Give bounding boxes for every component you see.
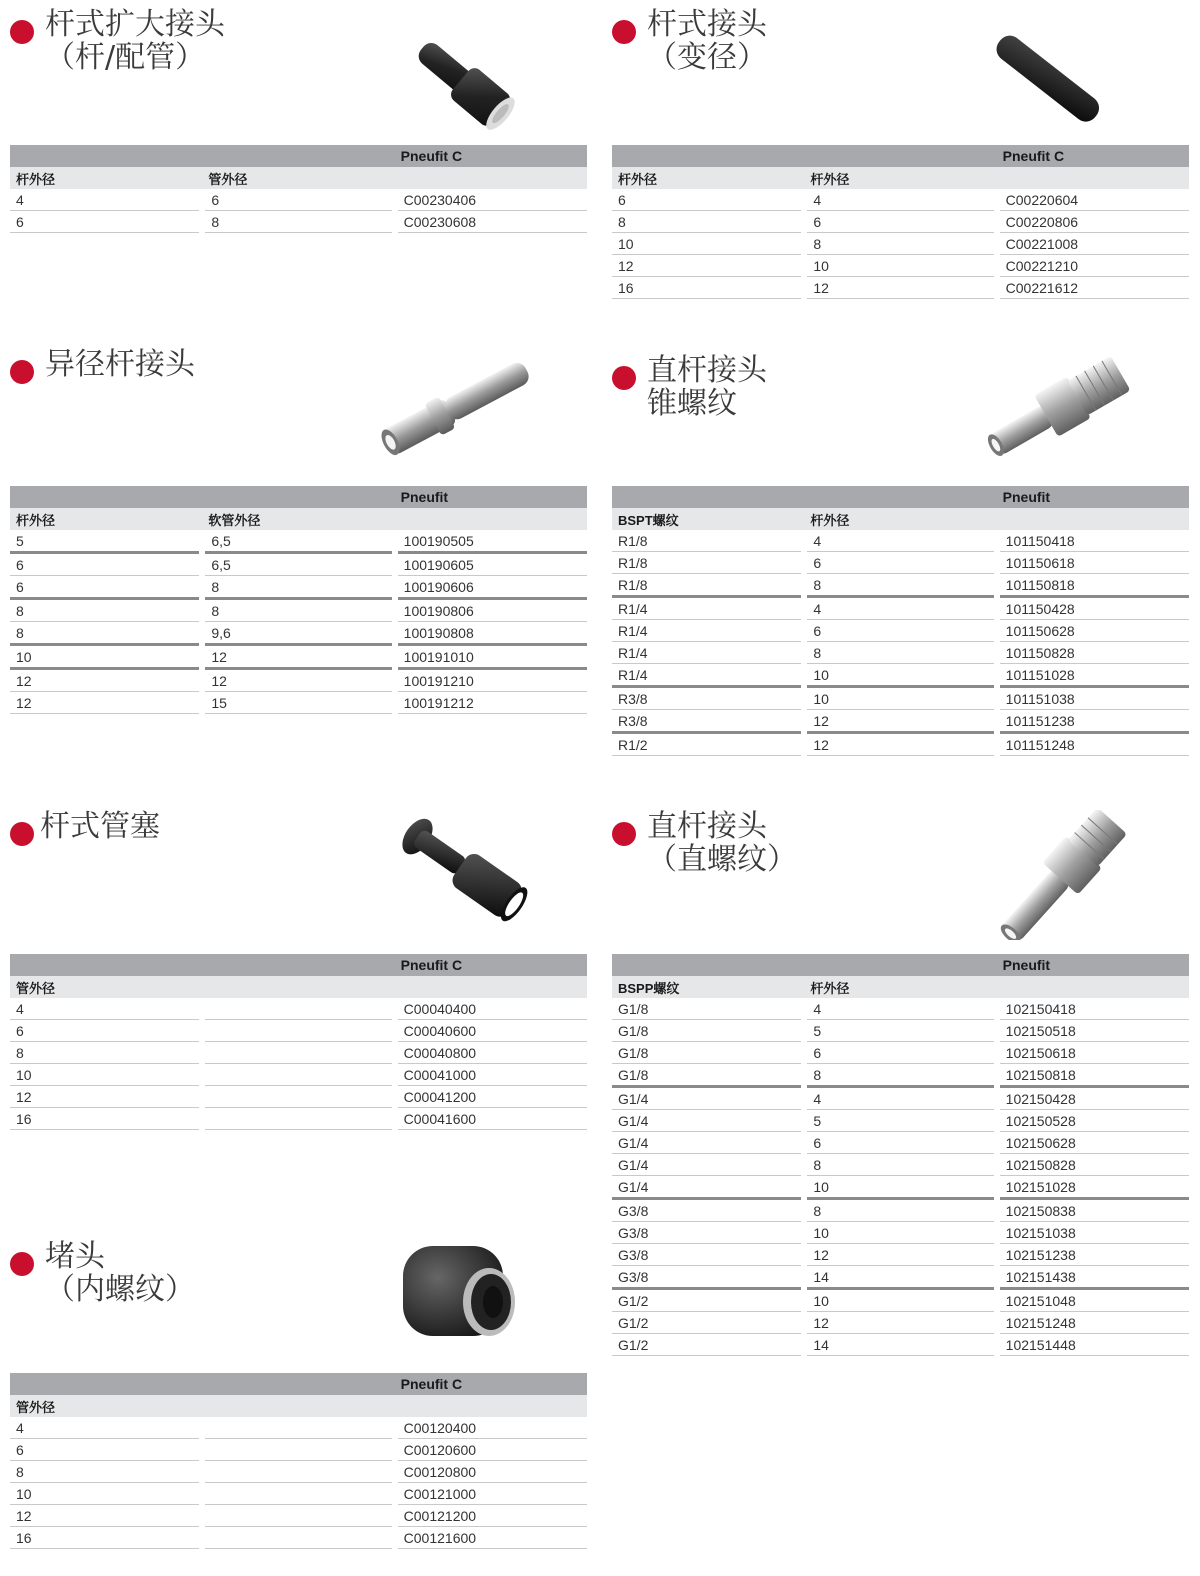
table-row (10, 1086, 587, 1108)
table-cell: R1/4 (612, 664, 804, 687)
table-cell: 8 (10, 622, 202, 645)
table-row (612, 710, 1189, 733)
table-cell: G1/2 (612, 1289, 804, 1312)
part-number-cell: 100191212 (395, 692, 587, 714)
brand-label: Pneufit (997, 486, 1189, 508)
table-cell: 8 (202, 599, 394, 622)
section-straight-stem-parallel (612, 808, 1189, 1368)
section-title-text: 直杆接头 （直螺纹） (647, 809, 797, 877)
bullet-icon (10, 360, 34, 384)
table-row (612, 1064, 1189, 1087)
part-number-cell: 102150528 (997, 1110, 1189, 1132)
table-cell (202, 1417, 394, 1439)
table-row (10, 645, 587, 669)
table-cell: 8 (202, 576, 394, 599)
part-number-cell: 101150828 (997, 642, 1189, 664)
table-body (10, 998, 587, 1130)
table-cell: 10 (804, 1289, 996, 1312)
part-number-cell: C00221008 (997, 233, 1189, 255)
table-row (612, 687, 1189, 710)
table-cell: R3/8 (612, 687, 804, 710)
table-row (612, 1087, 1189, 1110)
col-header: BSPP螺纹 (612, 976, 804, 998)
table-row (10, 1461, 587, 1483)
table-cell: G1/4 (612, 1132, 804, 1154)
table-row (10, 599, 587, 622)
brand-label: Pneufit (997, 954, 1189, 976)
section-title-text: 杆式管塞 (40, 809, 160, 844)
stem-plug-product-image (380, 805, 540, 935)
table-body (612, 998, 1189, 1356)
section-title-text: 直杆接头 锥螺纹 (647, 353, 767, 421)
brand-row (10, 486, 587, 508)
spec-table (612, 486, 1189, 756)
header-row (10, 508, 587, 530)
table-cell: 14 (804, 1266, 996, 1289)
part-number-cell: 101151038 (997, 687, 1189, 710)
table-cell: 6 (10, 211, 202, 233)
table-body (10, 189, 587, 233)
col-header: 杆外径 (10, 508, 202, 530)
table-row (10, 1527, 587, 1549)
table-cell: 4 (804, 189, 996, 211)
part-number-cell: 102151438 (997, 1266, 1189, 1289)
bullet-icon (612, 20, 636, 44)
table-row (612, 255, 1189, 277)
table-row (10, 189, 587, 211)
table-cell: 6 (10, 553, 202, 576)
table-cell: 6 (804, 552, 996, 574)
part-number-cell: 100190606 (395, 576, 587, 599)
bullet-icon (612, 822, 636, 846)
table-row (10, 211, 587, 233)
part-number-cell: 100191210 (395, 669, 587, 692)
table-row (612, 277, 1189, 299)
table-row (612, 664, 1189, 687)
header-row (10, 1395, 587, 1417)
table-row (612, 1312, 1189, 1334)
table-cell: G1/4 (612, 1154, 804, 1176)
table-row (10, 1505, 587, 1527)
section-title-text: 杆式扩大接头 （杆/配管） (45, 7, 225, 75)
table-cell: 6 (612, 189, 804, 211)
table-cell: G3/8 (612, 1199, 804, 1222)
table-cell (202, 1108, 394, 1130)
table-cell: G3/8 (612, 1222, 804, 1244)
table-row (612, 733, 1189, 756)
table-cell: 8 (10, 1461, 202, 1483)
table-row (612, 1334, 1189, 1356)
table-cell: 10 (804, 255, 996, 277)
col-header (395, 1395, 587, 1417)
brand-label: Pneufit C (395, 954, 587, 976)
table-cell: G1/4 (612, 1176, 804, 1199)
table-row (10, 1439, 587, 1461)
table-row (10, 998, 587, 1020)
part-number-cell: 101151238 (997, 710, 1189, 733)
part-number-cell: C00220806 (997, 211, 1189, 233)
table-cell: R3/8 (612, 710, 804, 733)
straight-stem-taper-product-image (967, 356, 1147, 466)
table-cell: 6 (804, 1132, 996, 1154)
table-cell: 8 (612, 211, 804, 233)
part-number-cell: 102150628 (997, 1132, 1189, 1154)
table-cell: 16 (612, 277, 804, 299)
table-cell: 8 (10, 599, 202, 622)
part-number-cell: 101151028 (997, 664, 1189, 687)
table-cell: R1/4 (612, 642, 804, 664)
table-body (612, 189, 1189, 299)
table-cell: R1/4 (612, 597, 804, 620)
col-header: 杆外径 (804, 167, 996, 189)
table-row (10, 553, 587, 576)
table-cell: 12 (804, 277, 996, 299)
table-cell: 10 (10, 1483, 202, 1505)
table-row (10, 1483, 587, 1505)
table-row (612, 1020, 1189, 1042)
table-row (10, 669, 587, 692)
section-title-text: 杆式接头 （变径） (647, 7, 767, 75)
brand-row (10, 954, 587, 976)
table-cell: 10 (804, 1222, 996, 1244)
table-cell (202, 1064, 394, 1086)
table-cell: 6 (10, 1439, 202, 1461)
bullet-icon (10, 1252, 34, 1276)
table-cell: R1/2 (612, 733, 804, 756)
table-row (612, 597, 1189, 620)
table-cell: 6,5 (202, 530, 394, 553)
table-cell: G1/2 (612, 1334, 804, 1356)
col-header (395, 167, 587, 189)
table-cell: 5 (10, 530, 202, 553)
part-number-cell: 102151448 (997, 1334, 1189, 1356)
header-row (10, 167, 587, 189)
table-cell: 8 (804, 574, 996, 597)
table-cell: 6 (804, 211, 996, 233)
table-cell: 10 (10, 645, 202, 669)
female-plug-product-image (395, 1240, 525, 1350)
spec-table (612, 954, 1189, 1356)
col-header (997, 167, 1189, 189)
table-cell (202, 1505, 394, 1527)
table-cell: 8 (804, 1154, 996, 1176)
table-row (612, 620, 1189, 642)
part-number-cell: C00120600 (395, 1439, 587, 1461)
table-row (612, 233, 1189, 255)
table-row (612, 574, 1189, 597)
table-cell: 4 (804, 1087, 996, 1110)
col-header: 杆外径 (10, 167, 202, 189)
table-cell: G1/8 (612, 998, 804, 1020)
brand-label: Pneufit C (395, 145, 587, 167)
part-number-cell: C00041600 (395, 1108, 587, 1130)
part-number-cell: C00040600 (395, 1020, 587, 1042)
table-row (612, 1222, 1189, 1244)
table-cell: 12 (804, 733, 996, 756)
straight-stem-parallel-product-image (972, 810, 1152, 940)
part-number-cell: 102150838 (997, 1199, 1189, 1222)
header-row (10, 976, 587, 998)
table-body (10, 530, 587, 714)
table-cell: 16 (10, 1108, 202, 1130)
section-hose-stem (10, 348, 587, 718)
table-cell: 4 (804, 530, 996, 552)
table-cell: 12 (804, 710, 996, 733)
table-row (10, 576, 587, 599)
part-number-cell: C00121000 (395, 1483, 587, 1505)
part-number-cell: 101150418 (997, 530, 1189, 552)
part-number-cell: C00041000 (395, 1064, 587, 1086)
part-number-cell: 101150818 (997, 574, 1189, 597)
table-row (612, 1176, 1189, 1199)
table-row (10, 1064, 587, 1086)
col-header: 管外径 (10, 1395, 202, 1417)
table-row (612, 1042, 1189, 1064)
part-number-cell: 102150418 (997, 998, 1189, 1020)
table-cell: 4 (10, 189, 202, 211)
col-header: BSPT螺纹 (612, 508, 804, 530)
table-cell: 8 (804, 642, 996, 664)
table-cell: 5 (804, 1110, 996, 1132)
table-cell: 12 (202, 645, 394, 669)
table-row (612, 1132, 1189, 1154)
col-header (997, 976, 1189, 998)
table-cell: 12 (202, 669, 394, 692)
table-cell: 8 (202, 211, 394, 233)
spec-table (612, 145, 1189, 299)
spec-table (10, 486, 587, 714)
table-row (612, 998, 1189, 1020)
table-cell: 12 (10, 1086, 202, 1108)
col-header (202, 976, 394, 998)
brand-label: Pneufit C (997, 145, 1189, 167)
part-number-cell: C00220604 (997, 189, 1189, 211)
part-number-cell: C00230406 (395, 189, 587, 211)
table-row (612, 642, 1189, 664)
part-number-cell: C00121600 (395, 1527, 587, 1549)
header-row (612, 508, 1189, 530)
table-cell: R1/8 (612, 552, 804, 574)
table-cell: 6 (10, 576, 202, 599)
table-cell (202, 1042, 394, 1064)
part-number-cell: 102151028 (997, 1176, 1189, 1199)
table-body (10, 1417, 587, 1549)
table-cell: 12 (10, 669, 202, 692)
part-number-cell: 100190806 (395, 599, 587, 622)
table-cell: G1/8 (612, 1020, 804, 1042)
section-straight-stem-taper (612, 348, 1189, 768)
part-number-cell: 100190505 (395, 530, 587, 553)
table-cell (202, 1483, 394, 1505)
table-cell: 10 (10, 1064, 202, 1086)
table-cell: 12 (804, 1312, 996, 1334)
stem-reducer-product-image (982, 23, 1112, 133)
table-cell: 12 (804, 1244, 996, 1266)
table-cell: 6 (202, 189, 394, 211)
brand-row (10, 145, 587, 167)
part-number-cell: 100190808 (395, 622, 587, 645)
table-cell: R1/8 (612, 574, 804, 597)
col-header: 杆外径 (612, 167, 804, 189)
table-body (612, 530, 1189, 756)
part-number-cell: C00121200 (395, 1505, 587, 1527)
table-cell: 4 (10, 998, 202, 1020)
table-cell: R1/8 (612, 530, 804, 552)
part-number-cell: 102150428 (997, 1087, 1189, 1110)
part-number-cell: 102151238 (997, 1244, 1189, 1266)
part-number-cell: 102150518 (997, 1020, 1189, 1042)
table-row (612, 189, 1189, 211)
table-row (612, 1154, 1189, 1176)
table-cell: 12 (612, 255, 804, 277)
table-cell: 14 (804, 1334, 996, 1356)
table-row (612, 1244, 1189, 1266)
table-cell (202, 1527, 394, 1549)
table-cell: 10 (612, 233, 804, 255)
header-row (612, 976, 1189, 998)
section-title-text: 异径杆接头 (45, 347, 195, 382)
table-cell: 6 (804, 1042, 996, 1064)
col-header: 杆外径 (804, 508, 996, 530)
spec-table (10, 145, 587, 233)
table-cell: 8 (804, 1199, 996, 1222)
part-number-cell: 101150618 (997, 552, 1189, 574)
section-female-plug (10, 1240, 587, 1570)
part-number-cell: C00221612 (997, 277, 1189, 299)
table-row (10, 1020, 587, 1042)
table-cell: G1/8 (612, 1064, 804, 1087)
table-cell: 9,6 (202, 622, 394, 645)
part-number-cell: C00041200 (395, 1086, 587, 1108)
table-cell: G1/4 (612, 1087, 804, 1110)
spec-table (10, 1373, 587, 1549)
part-number-cell: 101150628 (997, 620, 1189, 642)
table-cell: 8 (10, 1042, 202, 1064)
part-number-cell: 102151248 (997, 1312, 1189, 1334)
table-cell: 16 (10, 1527, 202, 1549)
part-number-cell: 102150828 (997, 1154, 1189, 1176)
part-number-cell: C00230608 (395, 211, 587, 233)
table-cell: 15 (202, 692, 394, 714)
table-cell: 12 (10, 692, 202, 714)
table-row (612, 1289, 1189, 1312)
table-cell: 8 (804, 1064, 996, 1087)
table-cell: G1/2 (612, 1312, 804, 1334)
bullet-icon (10, 822, 34, 846)
table-cell: 10 (804, 664, 996, 687)
brand-row (612, 486, 1189, 508)
part-number-cell: C00120400 (395, 1417, 587, 1439)
part-number-cell: 101151248 (997, 733, 1189, 756)
table-row (10, 1042, 587, 1064)
brand-row (612, 145, 1189, 167)
spec-table (10, 954, 587, 1130)
table-row (612, 530, 1189, 552)
table-row (10, 1417, 587, 1439)
table-row (612, 1199, 1189, 1222)
part-number-cell: 102151048 (997, 1289, 1189, 1312)
table-cell (202, 998, 394, 1020)
col-header (395, 976, 587, 998)
part-number-cell: C00040400 (395, 998, 587, 1020)
part-number-cell: C00221210 (997, 255, 1189, 277)
table-cell: 8 (804, 233, 996, 255)
part-number-cell: 102150818 (997, 1064, 1189, 1087)
part-number-cell: C00120800 (395, 1461, 587, 1483)
brand-label: Pneufit C (395, 1373, 587, 1395)
table-row (612, 552, 1189, 574)
table-cell (202, 1020, 394, 1042)
col-header (395, 508, 587, 530)
table-cell: G3/8 (612, 1266, 804, 1289)
table-cell: 10 (804, 1176, 996, 1199)
table-cell: 4 (804, 597, 996, 620)
table-row (10, 692, 587, 714)
section-stem-plug (10, 810, 587, 1140)
table-cell (202, 1461, 394, 1483)
brand-row (10, 1373, 587, 1395)
part-number-cell: 102151038 (997, 1222, 1189, 1244)
table-row (10, 1108, 587, 1130)
section-stem-reducer (612, 8, 1189, 308)
part-number-cell: 102150618 (997, 1042, 1189, 1064)
part-number-cell: 100190605 (395, 553, 587, 576)
table-cell: G1/4 (612, 1110, 804, 1132)
table-cell: 6 (804, 620, 996, 642)
part-number-cell: 101150428 (997, 597, 1189, 620)
table-cell: 12 (10, 1505, 202, 1527)
col-header: 管外径 (202, 167, 394, 189)
brand-label: Pneufit (395, 486, 587, 508)
table-cell: G1/8 (612, 1042, 804, 1064)
part-number-cell: 100191010 (395, 645, 587, 669)
table-row (612, 211, 1189, 233)
table-cell: 6 (10, 1020, 202, 1042)
section-title-text: 堵头 （内螺纹） (45, 1239, 195, 1307)
col-header: 软管外径 (202, 508, 394, 530)
table-cell: R1/4 (612, 620, 804, 642)
col-header (997, 508, 1189, 530)
bullet-icon (10, 20, 34, 44)
brand-row (612, 954, 1189, 976)
col-header: 杆外径 (804, 976, 996, 998)
table-cell: 4 (10, 1417, 202, 1439)
table-cell: G3/8 (612, 1244, 804, 1266)
table-cell (202, 1086, 394, 1108)
stem-expander-product-image (390, 16, 530, 146)
section-stem-expander (10, 8, 587, 238)
table-cell: 6,5 (202, 553, 394, 576)
col-header (202, 1395, 394, 1417)
table-row (612, 1110, 1189, 1132)
table-row (10, 530, 587, 553)
table-cell: 10 (804, 687, 996, 710)
header-row (612, 167, 1189, 189)
table-row (10, 622, 587, 645)
col-header: 管外径 (10, 976, 202, 998)
hose-stem-product-image (360, 348, 550, 468)
part-number-cell: C00040800 (395, 1042, 587, 1064)
table-row (612, 1266, 1189, 1289)
bullet-icon (612, 366, 636, 390)
table-cell: 4 (804, 998, 996, 1020)
table-cell: 5 (804, 1020, 996, 1042)
table-cell (202, 1439, 394, 1461)
